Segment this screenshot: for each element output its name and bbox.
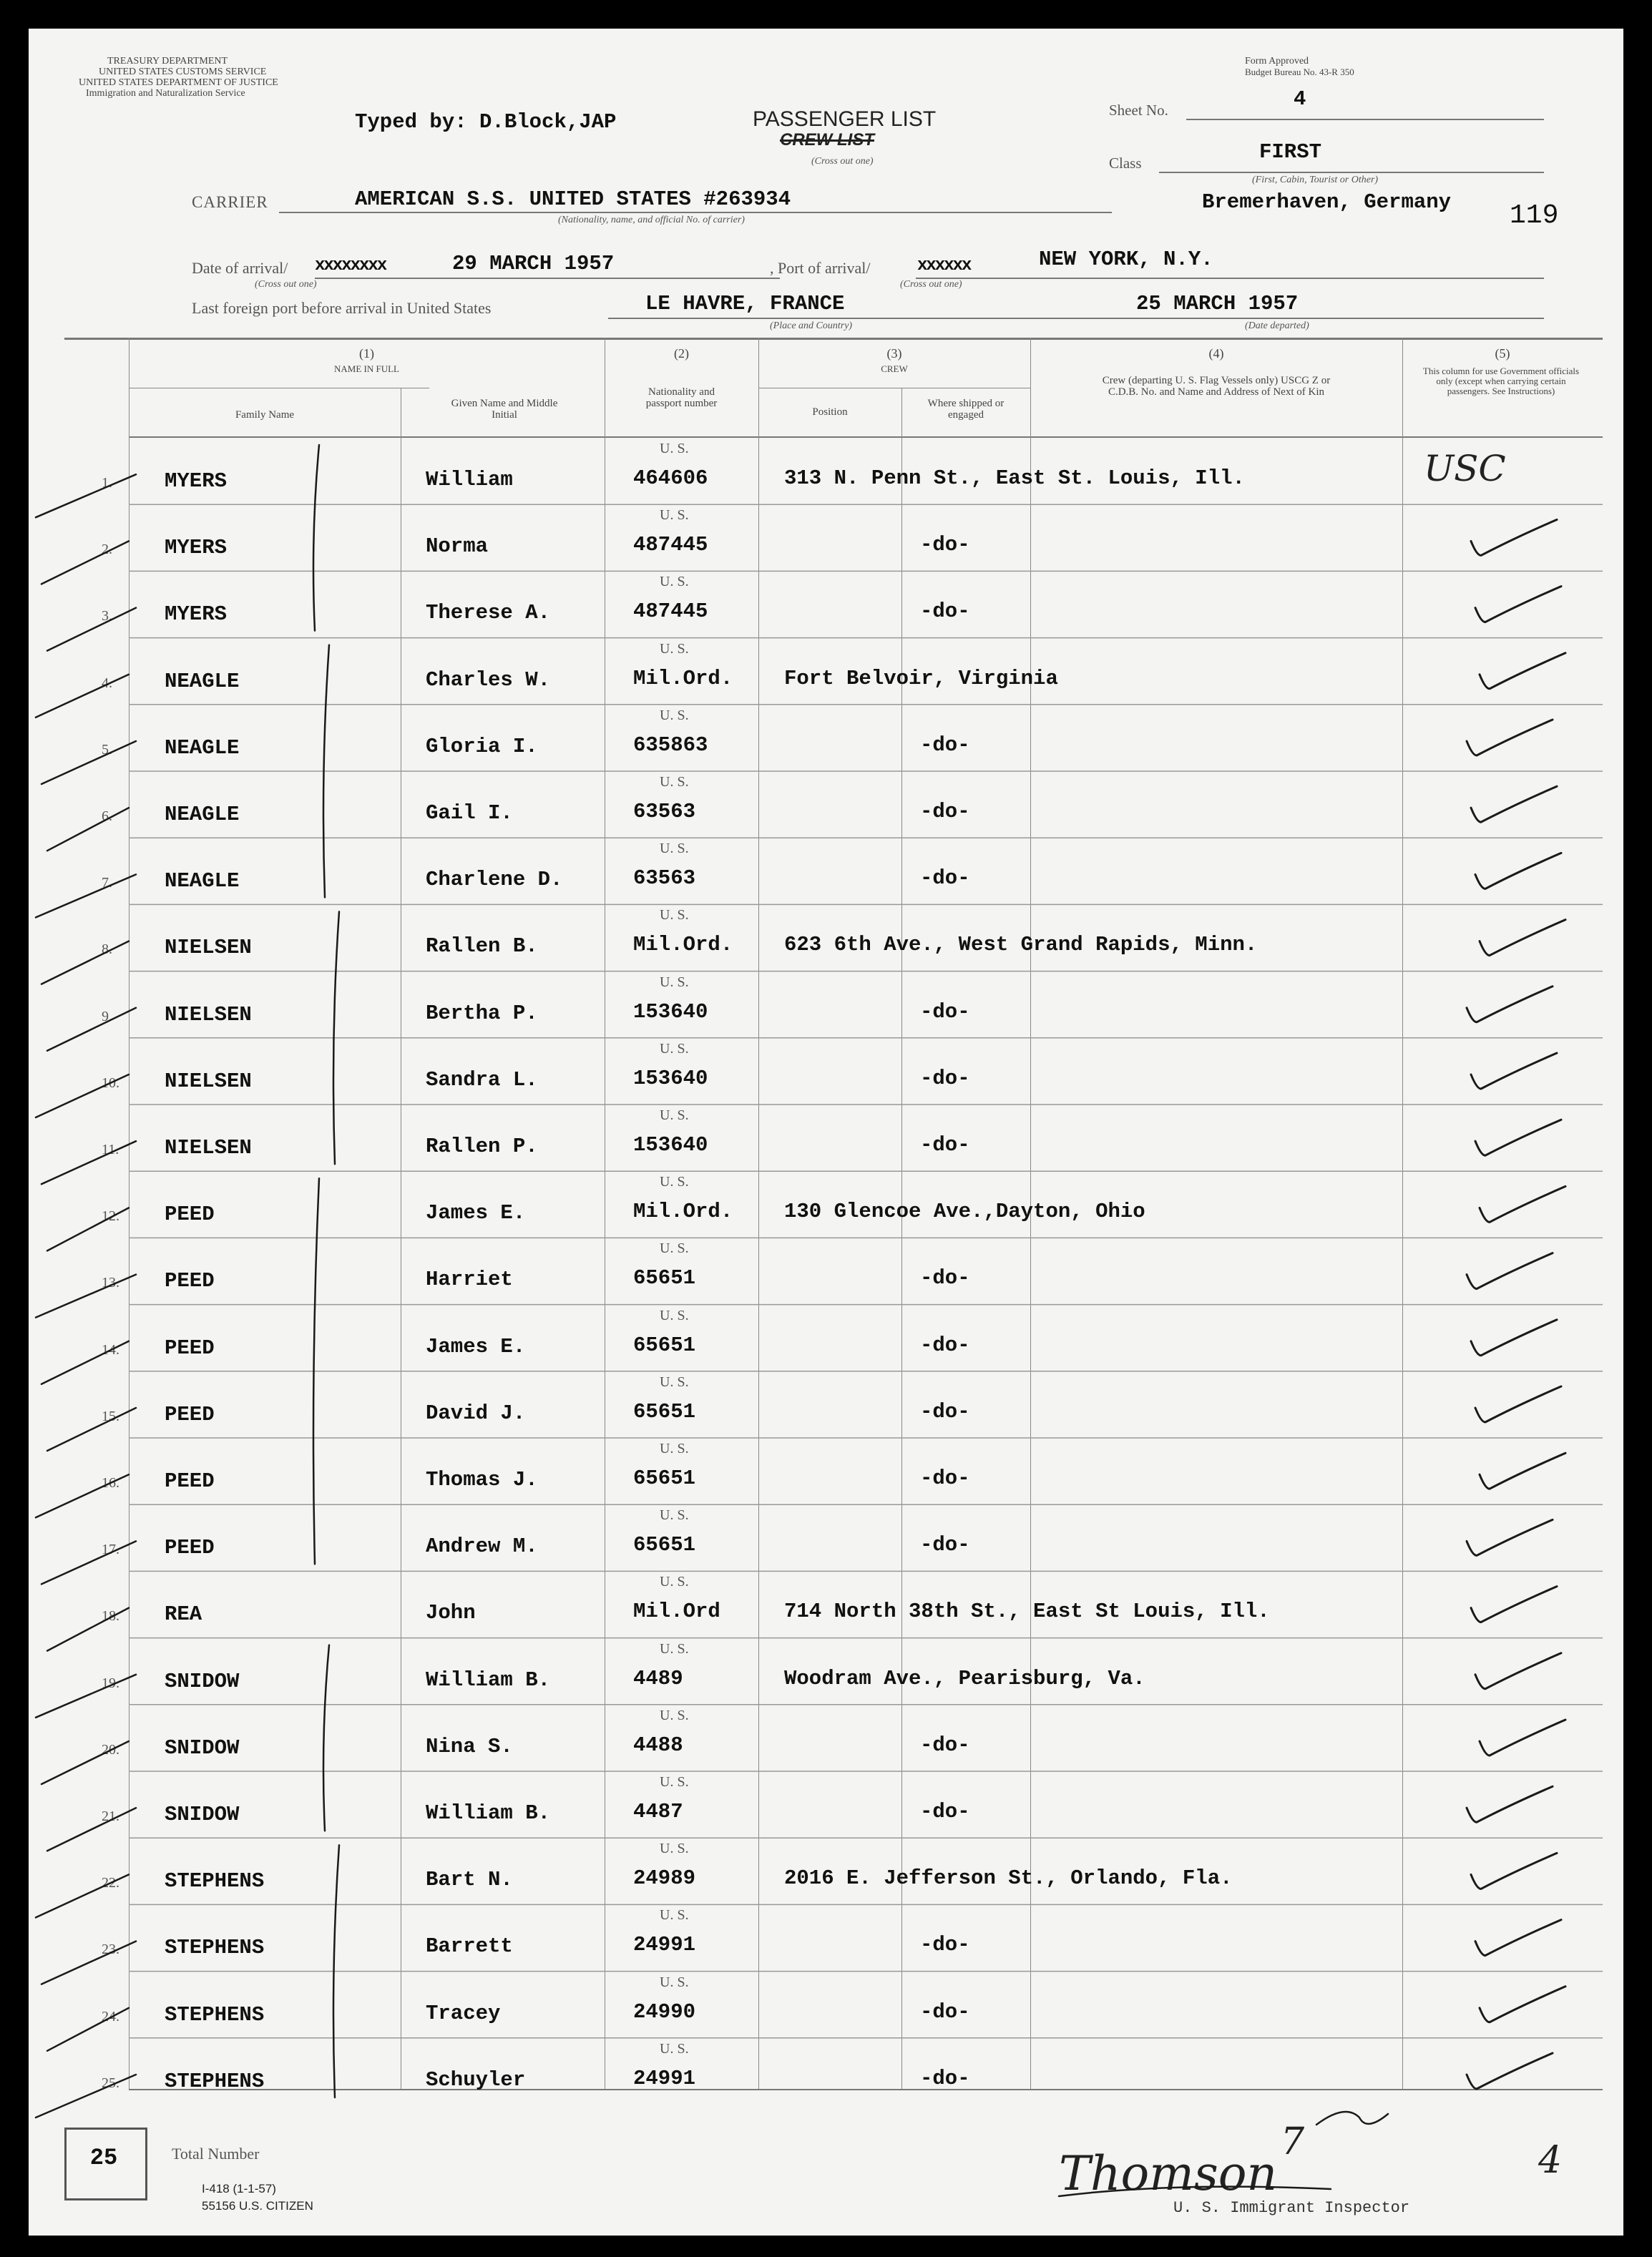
passport-number: 635863 <box>633 733 708 757</box>
family-name: REA <box>165 1602 202 1627</box>
tally-stroke <box>41 1942 136 1984</box>
col2-number: (2) <box>674 346 689 361</box>
nationality: U. S. <box>660 1240 689 1257</box>
given-name: Gail I. <box>426 801 513 825</box>
family-name: SNIDOW <box>165 1803 240 1826</box>
address: 130 Glencoe Ave.,Dayton, Ohio <box>784 1200 1145 1224</box>
last-port-label: Last foreign port before arrival in United States <box>192 299 492 317</box>
check-mark <box>1471 1853 1557 1889</box>
typed-by: Typed by: D.Block,JAP <box>355 110 617 134</box>
given-name: John <box>426 1601 476 1625</box>
tally-stroke <box>36 874 136 917</box>
tally-stroke <box>47 1008 136 1051</box>
family-name: STEPHENS <box>165 1936 265 1960</box>
agency-line-3: UNITED STATES DEPARTMENT OF JUSTICE <box>79 77 278 88</box>
row-number: 19. <box>102 1675 119 1691</box>
passport-number: 24989 <box>633 1866 696 1891</box>
nationality: U. S. <box>660 574 689 590</box>
port-label: , Port of arrival/ <box>770 259 871 277</box>
tally-stroke <box>36 1275 136 1318</box>
tally-stroke <box>36 1074 129 1117</box>
row-number: 18. <box>102 1608 119 1625</box>
passport-number: Mil.Ord. <box>633 666 733 690</box>
col-position: Position <box>812 406 848 418</box>
tally-stroke <box>36 474 136 517</box>
given-name: Charles W. <box>426 667 551 692</box>
handwritten-marks <box>29 29 1623 2236</box>
nationality: U. S. <box>660 640 689 657</box>
passport-number: 4489 <box>633 1666 683 1690</box>
row-number: 24. <box>102 2008 119 2025</box>
check-mark <box>1467 2053 1553 2089</box>
family-name: NEAGLE <box>165 669 240 693</box>
col-govt-use: This column for use Government officials only (except when carrying certain passengers. See Instructions) <box>1422 366 1580 396</box>
inspector-signature: Thomson <box>1059 2146 1277 2201</box>
given-name: William <box>426 468 513 491</box>
check-mark <box>1471 519 1557 555</box>
row-number: 4. <box>102 675 112 691</box>
passport-number: 153640 <box>633 1066 708 1090</box>
family-name: PEED <box>165 1469 215 1493</box>
row-number: 22. <box>102 1875 119 1891</box>
tally-stroke <box>41 1541 136 1584</box>
nationality: U. S. <box>660 774 689 790</box>
address: -do- <box>920 1733 970 1757</box>
budget-bureau: Budget Bureau No. 43-R 350 <box>1245 67 1354 77</box>
address: -do- <box>920 2066 970 2090</box>
nationality: U. S. <box>660 974 689 990</box>
page-mark: 4 <box>1538 2139 1563 2182</box>
row-number: 10. <box>102 1074 119 1091</box>
crew-list-crossed: CREW LIST <box>780 130 874 150</box>
form-approved: Form Approved <box>1245 56 1309 67</box>
check-mark <box>1480 1987 1565 2022</box>
address: -do- <box>920 1467 970 1490</box>
passport-number: 65651 <box>633 1467 696 1490</box>
form-number: I-418 (1-1-57) <box>202 2182 276 2195</box>
tally-stroke <box>47 808 129 851</box>
family-bracket <box>323 1645 329 1831</box>
row-number: 21. <box>102 1808 119 1824</box>
address: Fort Belvoir, Virginia <box>784 666 1058 690</box>
port-struck: xxxxxx <box>917 256 971 275</box>
nationality: U. S. <box>660 1374 689 1390</box>
check-mark <box>1480 1186 1565 1222</box>
address: -do- <box>920 1533 970 1557</box>
cross-out-one-caption: (Cross out one) <box>811 156 874 167</box>
address: -do- <box>920 733 970 757</box>
tally-stroke <box>36 1874 129 1917</box>
given-name: Harriet <box>426 1268 513 1292</box>
given-name: Nina S. <box>426 1734 513 1758</box>
row-number: 15. <box>102 1408 119 1424</box>
agency-line-4: Immigration and Naturalization Service <box>86 88 245 99</box>
tally-stroke <box>47 1608 129 1651</box>
nationality: U. S. <box>660 1774 689 1790</box>
family-name: NEAGLE <box>165 803 240 826</box>
form-code: 55156 U.S. CITIZEN <box>202 2199 313 2213</box>
row-number: 7. <box>102 875 112 891</box>
address: 623 6th Ave., West Grand Rapids, Minn. <box>784 933 1258 957</box>
passport-number: Mil.Ord. <box>633 933 733 957</box>
origin-port: Bremerhaven, Germany <box>1202 190 1452 214</box>
address: -do- <box>920 599 970 624</box>
passport-number: 4487 <box>633 1800 683 1823</box>
given-name: Bart N. <box>426 1868 513 1892</box>
passport-number: Mil.Ord. <box>633 1200 733 1224</box>
address: -do- <box>920 1066 970 1090</box>
check-mark <box>1475 1653 1561 1689</box>
passenger-list-sheet <box>29 29 1623 2236</box>
family-name: SNIDOW <box>165 1735 240 1760</box>
given-name: Barrett <box>426 1934 513 1959</box>
sheet-no-label: Sheet No. <box>1109 102 1168 119</box>
carrier-label: CARRIER <box>192 193 268 211</box>
col-family-name: Family Name <box>235 409 295 421</box>
given-name: Therese A. <box>426 601 551 625</box>
family-name: NIELSEN <box>165 1136 252 1160</box>
col-shipped: Where shipped or engaged <box>927 398 1005 421</box>
check-mark <box>1480 1720 1565 1756</box>
nationality: U. S. <box>660 1507 689 1524</box>
departed-caption: (Date departed) <box>1245 320 1309 331</box>
given-name: David J. <box>426 1401 526 1425</box>
family-bracket <box>313 445 319 631</box>
nationality: U. S. <box>660 1040 689 1057</box>
passport-number: 4488 <box>633 1733 683 1757</box>
family-name: PEED <box>165 1203 215 1227</box>
arrival-date: 29 MARCH 1957 <box>452 252 615 275</box>
nationality: U. S. <box>660 1640 689 1657</box>
row-number: 1. <box>102 475 112 491</box>
nationality: U. S. <box>660 507 689 524</box>
passport-number: 63563 <box>633 800 696 823</box>
check-mark <box>1467 720 1553 755</box>
passport-number: 65651 <box>633 1399 696 1424</box>
given-name: Norma <box>426 534 489 559</box>
family-name: STEPHENS <box>165 2069 265 2093</box>
address: -do- <box>920 866 970 891</box>
col3-number: (3) <box>886 346 902 361</box>
col-given-name: Given Name and Middle Initial <box>451 398 558 421</box>
check-mark <box>1480 1453 1565 1489</box>
row-number: 12. <box>102 1208 119 1225</box>
tally-stroke <box>41 741 136 784</box>
last-port-caption: (Place and Country) <box>770 320 853 331</box>
nationality: U. S. <box>660 1707 689 1723</box>
check-mark <box>1475 587 1561 622</box>
given-name: James E. <box>426 1201 526 1225</box>
check-mark <box>1467 986 1553 1022</box>
address: 313 N. Penn St., East St. Louis, Ill. <box>784 466 1245 490</box>
nationality: U. S. <box>660 1841 689 1857</box>
nationality: U. S. <box>660 1174 689 1190</box>
family-name: MYERS <box>165 469 228 493</box>
passport-number: 65651 <box>633 1333 696 1357</box>
carrier-value: AMERICAN S.S. UNITED STATES #263934 <box>355 187 791 211</box>
family-name: PEED <box>165 1269 215 1293</box>
tally-stroke <box>41 541 129 584</box>
row-number: 13. <box>102 1275 119 1291</box>
row-number: 17. <box>102 1542 119 1558</box>
family-name: PEED <box>165 1336 215 1360</box>
tally-stroke <box>47 2008 129 2051</box>
family-name: PEED <box>165 1536 215 1560</box>
departed-value: 25 MARCH 1957 <box>1136 292 1299 315</box>
passport-number: 24991 <box>633 2066 696 2090</box>
tally-stroke <box>36 675 129 718</box>
given-name: Thomas J. <box>426 1468 538 1492</box>
given-name: James E. <box>426 1334 526 1358</box>
class-label: Class <box>1109 155 1142 172</box>
row-number: 14. <box>102 1341 119 1358</box>
class-caption: (First, Cabin, Tourist or Other) <box>1252 175 1379 185</box>
page-number: 119 <box>1510 200 1559 231</box>
address: 714 North 38th St., East St Louis, Ill. <box>784 1600 1270 1624</box>
given-name: William B. <box>426 1801 551 1825</box>
nationality: U. S. <box>660 1107 689 1123</box>
address: -do- <box>920 533 970 557</box>
agency-line-2: UNITED STATES CUSTOMS SERVICE <box>99 67 267 77</box>
row-number: 11. <box>102 1142 119 1157</box>
signature-flourish <box>1059 2187 1331 2196</box>
total-number-label: Total Number <box>172 2145 260 2163</box>
passport-number: 63563 <box>633 866 696 891</box>
family-name: NIELSEN <box>165 1002 252 1027</box>
agency-line-1: TREASURY DEPARTMENT <box>107 56 228 67</box>
sheet-no-value: 4 <box>1294 87 1306 111</box>
address: -do- <box>920 1399 970 1424</box>
row-number: 8. <box>102 941 112 958</box>
nationality: U. S. <box>660 1974 689 1990</box>
tally-stroke <box>36 1675 136 1718</box>
check-mark <box>1480 653 1565 689</box>
given-name: William B. <box>426 1668 551 1692</box>
row-number: 5. <box>102 741 112 758</box>
passport-number: Mil.Ord <box>633 1600 720 1624</box>
given-name: Charlene D. <box>426 868 563 892</box>
port-cross-caption: (Cross out one) <box>900 279 962 290</box>
arrival-cross-caption: (Cross out one) <box>255 279 317 290</box>
passport-number: 464606 <box>633 466 708 490</box>
row-number: 2. <box>102 542 112 558</box>
nationality: U. S. <box>660 1907 689 1924</box>
address: -do- <box>920 1266 970 1291</box>
passport-number: 65651 <box>633 1533 696 1557</box>
arrival-struck: xxxxxxxx <box>315 256 386 275</box>
passport-number: 24990 <box>633 1999 696 2024</box>
nationality: U. S. <box>660 1441 689 1456</box>
given-name: Bertha P. <box>426 1001 538 1025</box>
family-name: NIELSEN <box>165 936 252 960</box>
tally-stroke <box>36 2075 136 2118</box>
check-mark <box>1471 1587 1557 1622</box>
address: -do- <box>920 1800 970 1823</box>
check-mark <box>1475 853 1561 888</box>
family-name: MYERS <box>165 602 228 627</box>
check-mark <box>1480 920 1565 956</box>
address: -do- <box>920 1999 970 2024</box>
passenger-list-title: PASSENGER LIST <box>753 107 937 131</box>
col4-number: (4) <box>1208 346 1224 361</box>
given-name: Gloria I. <box>426 734 538 758</box>
given-name: Schuyler <box>426 2067 526 2092</box>
col1-title: NAME IN FULL <box>334 363 399 374</box>
tally-stroke <box>36 1474 129 1517</box>
row-number: 6. <box>102 808 112 824</box>
passport-number: 153640 <box>633 999 708 1024</box>
check-mark <box>1475 1120 1561 1155</box>
tally-stroke <box>47 608 136 651</box>
col-crew-next-kin: Crew (departing U. S. Flag Vessels only) USCG Z or C.D.B. No. and Name and Address of Next of Kin <box>1102 375 1331 398</box>
nationality: U. S. <box>660 841 689 857</box>
nationality: U. S. <box>660 1307 689 1323</box>
given-name: Andrew M. <box>426 1534 538 1559</box>
row-number: 20. <box>102 1741 119 1758</box>
stamp-superscript <box>1316 2112 1388 2125</box>
given-name: Rallen P. <box>426 1135 538 1158</box>
address: -do- <box>920 1333 970 1357</box>
tally-stroke <box>41 1341 129 1384</box>
check-mark <box>1467 1253 1553 1289</box>
class-value: FIRST <box>1259 140 1322 164</box>
nationality: U. S. <box>660 441 689 456</box>
address: -do- <box>920 1133 970 1157</box>
passport-number: 65651 <box>633 1266 696 1291</box>
stamp-number: 7 <box>1281 2120 1305 2163</box>
address: 2016 E. Jefferson St., Orlando, Fla. <box>784 1866 1233 1891</box>
tally-stroke <box>41 1141 136 1184</box>
passport-number: 153640 <box>633 1133 708 1157</box>
tally-stroke <box>47 1808 136 1851</box>
given-name: Sandra L. <box>426 1067 538 1092</box>
family-name: MYERS <box>165 536 228 560</box>
port-value: NEW YORK, N.Y. <box>1039 248 1213 271</box>
row-number: 3. <box>102 608 112 625</box>
address: -do- <box>920 800 970 823</box>
col1-number: (1) <box>359 346 374 361</box>
nationality: U. S. <box>660 1574 689 1590</box>
address: -do- <box>920 1933 970 1957</box>
given-name: Rallen B. <box>426 934 538 959</box>
tally-stroke <box>41 941 129 984</box>
family-name: STEPHENS <box>165 2002 265 2027</box>
family-name: NEAGLE <box>165 735 240 760</box>
nationality: U. S. <box>660 707 689 723</box>
family-name: STEPHENS <box>165 1869 265 1894</box>
row-number: 9. <box>102 1008 112 1024</box>
address: Woodram Ave., Pearisburg, Va. <box>784 1666 1145 1690</box>
nationality: U. S. <box>660 907 689 924</box>
passport-number: 487445 <box>633 533 708 557</box>
row-number: 25. <box>102 2075 119 2091</box>
check-mark <box>1475 1386 1561 1422</box>
family-name: PEED <box>165 1402 215 1426</box>
carrier-caption: (Nationality, name, and official No. of carrier) <box>558 215 745 225</box>
col-nationality: Nationality and passport number <box>645 386 718 409</box>
passport-number: 487445 <box>633 599 708 624</box>
arrival-label: Date of arrival/ <box>192 259 288 277</box>
family-name: NIELSEN <box>165 1069 252 1093</box>
nationality: U. S. <box>660 2040 689 2057</box>
family-name: SNIDOW <box>165 1669 240 1693</box>
col-crew: CREW <box>881 363 908 374</box>
tally-stroke <box>47 1408 136 1451</box>
family-name: NEAGLE <box>165 869 240 894</box>
total-number-value: 25 <box>89 2145 118 2171</box>
row-number: 16. <box>102 1475 119 1491</box>
last-port-value: LE HAVRE, FRANCE <box>645 292 845 315</box>
check-mark <box>1471 786 1557 822</box>
given-name: Tracey <box>426 2001 501 2025</box>
row-number: 23. <box>102 1942 119 1958</box>
tally-stroke <box>41 1741 129 1784</box>
check-mark <box>1467 1519 1553 1555</box>
inspector-label: U. S. Immigrant Inspector <box>1173 2199 1410 2217</box>
check-mark <box>1467 1786 1553 1822</box>
col5-number: (5) <box>1495 346 1510 361</box>
address: -do- <box>920 999 970 1024</box>
govt-mark: USC <box>1424 448 1506 489</box>
check-mark <box>1471 1053 1557 1089</box>
check-mark <box>1475 1920 1561 1956</box>
tally-stroke <box>47 1208 129 1250</box>
check-mark <box>1471 1320 1557 1356</box>
passport-number: 24991 <box>633 1933 696 1957</box>
